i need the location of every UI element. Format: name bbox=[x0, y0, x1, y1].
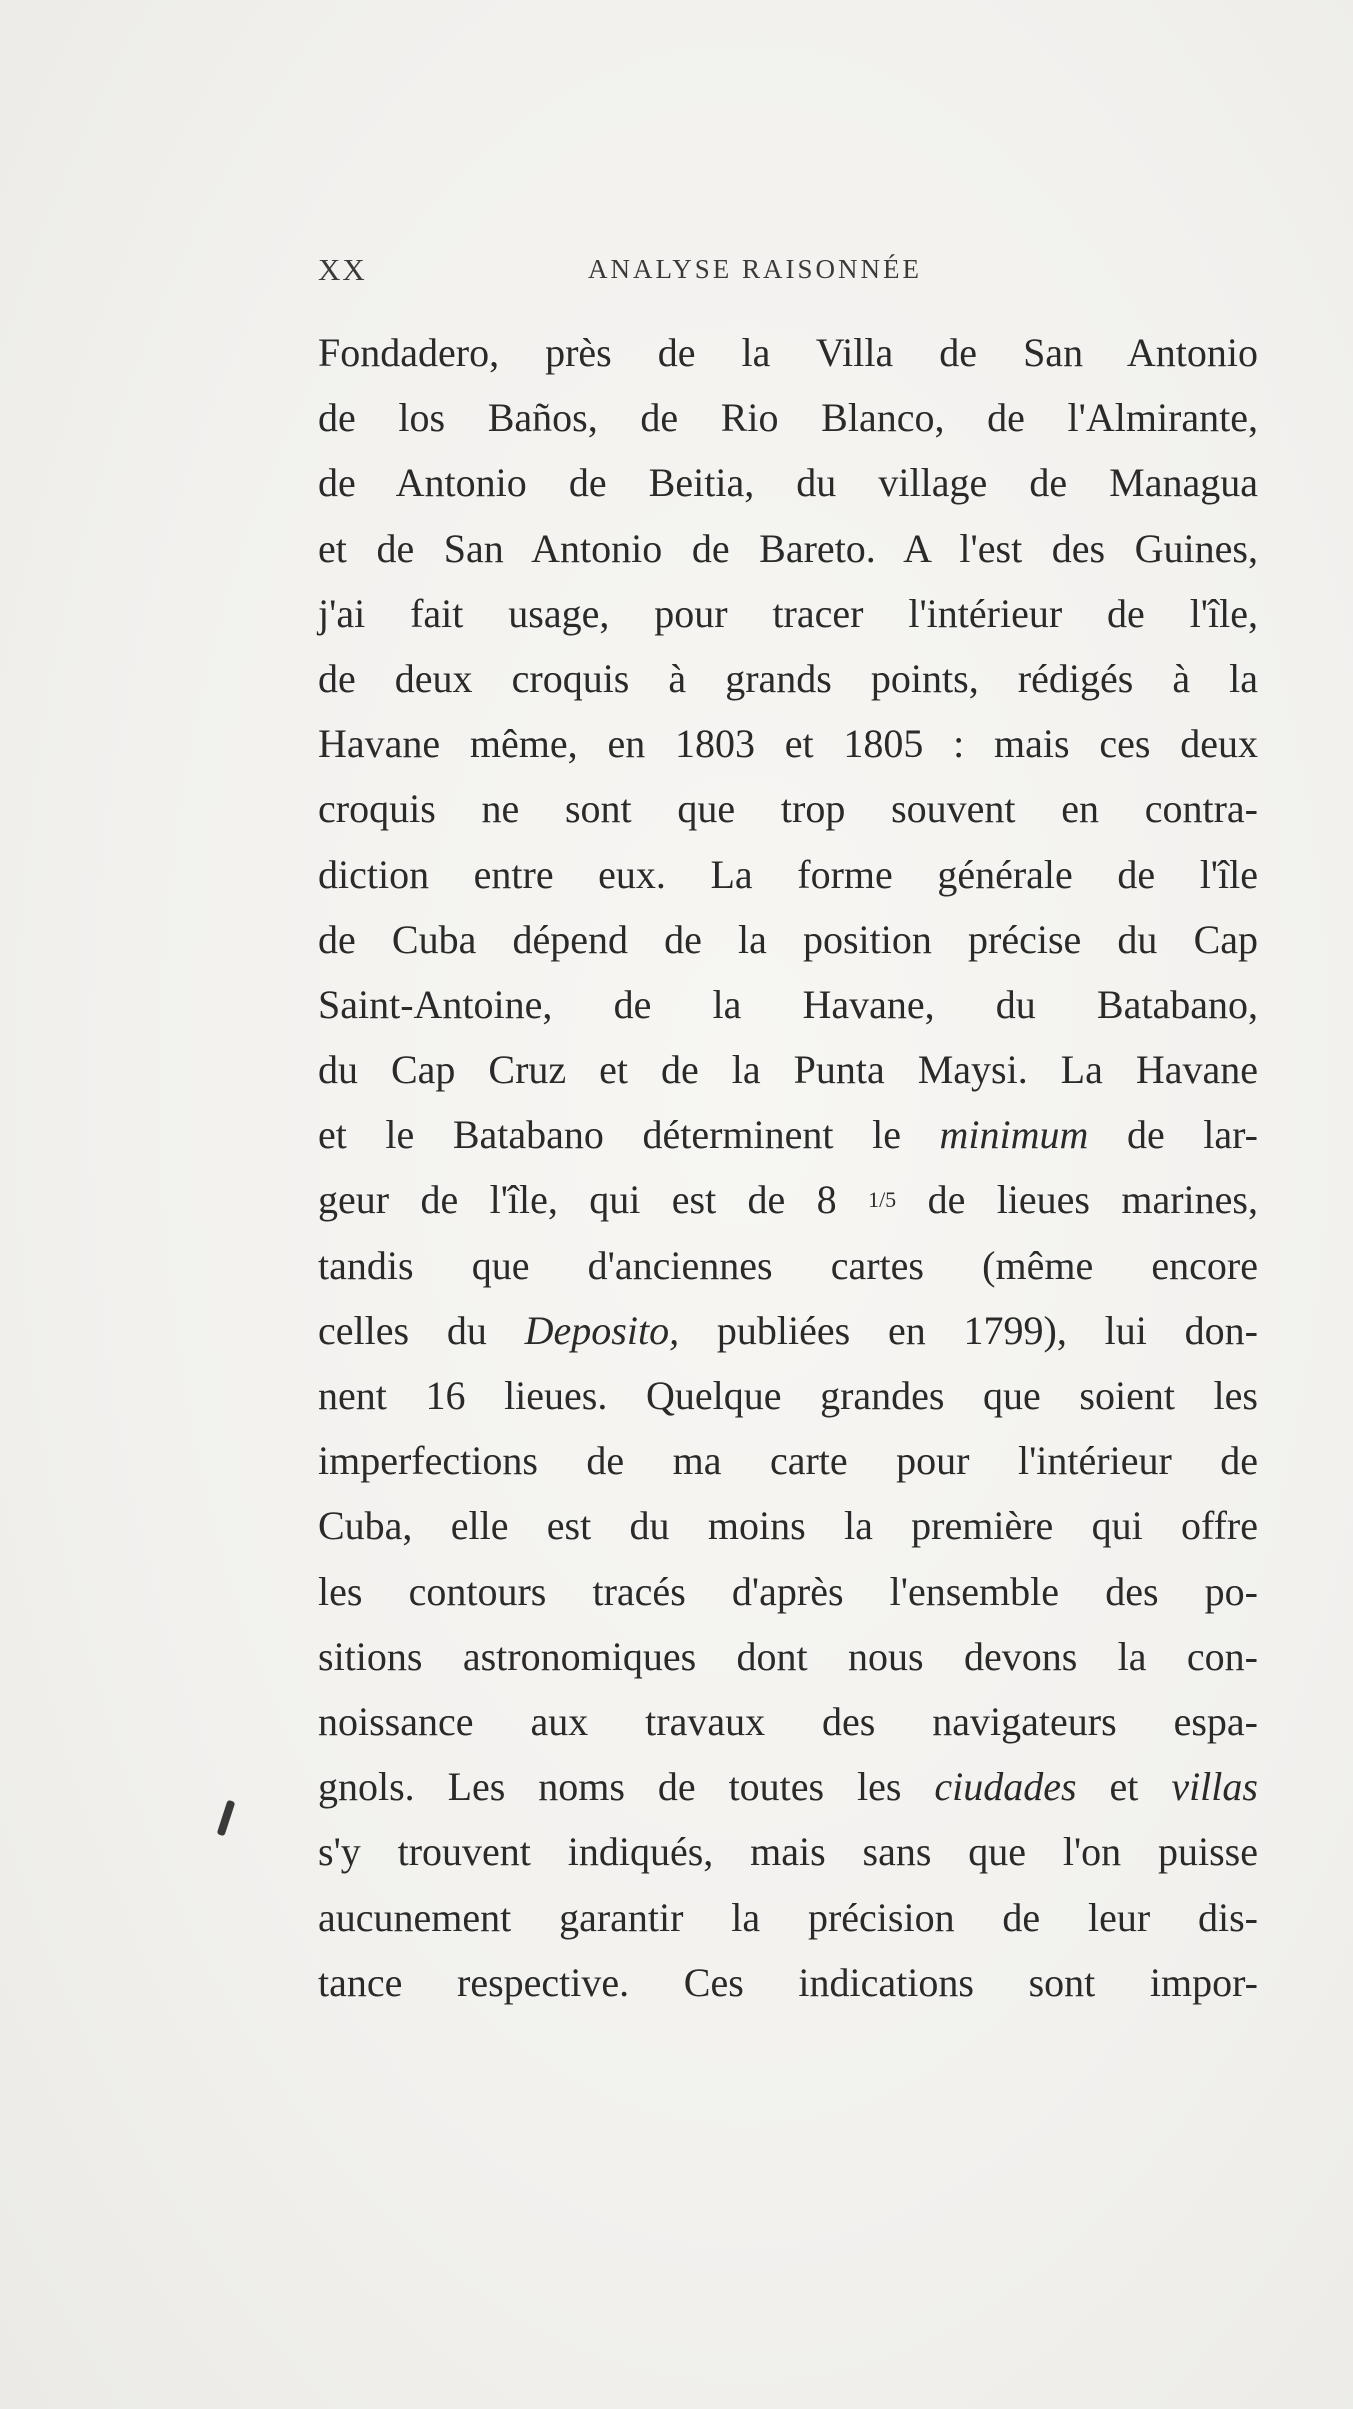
italic-text: Deposito, bbox=[524, 1307, 680, 1353]
text-segment: j'ai fait usage, pour tracer l'intérieur de l'île, bbox=[318, 590, 1258, 636]
text-line bbox=[318, 1689, 1258, 1754]
italic-text: ciudades bbox=[934, 1764, 1077, 1810]
text-line bbox=[318, 1102, 1258, 1167]
text-segment: de Cuba dépend de la position précise du Cap bbox=[318, 916, 1258, 962]
text-segment: de lar- bbox=[1088, 1112, 1258, 1158]
text-line bbox=[318, 1167, 1258, 1232]
text-segment: noissance aux travaux des navigateurs espa- bbox=[318, 1698, 1258, 1744]
running-title: ANALYSE RAISONNÉE bbox=[588, 254, 923, 284]
text-segment: s'y trouvent indiqués, mais sans que l'on puisse bbox=[318, 1829, 1258, 1875]
text-line bbox=[318, 1363, 1258, 1428]
text-line bbox=[318, 776, 1258, 841]
text-line bbox=[318, 907, 1258, 972]
fraction: 1/5 bbox=[868, 1187, 897, 1213]
text-line bbox=[318, 1819, 1258, 1884]
text-line bbox=[318, 1428, 1258, 1493]
text-line bbox=[318, 646, 1258, 711]
page-number: XX bbox=[318, 252, 367, 287]
text-line bbox=[318, 1624, 1258, 1689]
text-line bbox=[318, 1950, 1258, 2015]
text-line bbox=[318, 1885, 1258, 1950]
text-segment: de deux croquis à grands points, rédigés à la bbox=[318, 655, 1258, 701]
margin-pencil-mark bbox=[217, 1800, 236, 1837]
text-segment: tandis que d'anciennes cartes (même encore bbox=[318, 1242, 1258, 1288]
text-line bbox=[318, 1233, 1258, 1298]
text-segment: celles du bbox=[318, 1307, 525, 1353]
text-segment: nent 16 lieues. Quelque grandes que soient les bbox=[318, 1373, 1258, 1418]
text-line bbox=[318, 972, 1258, 1037]
text-segment: Cuba, elle est du moins la première qui offre bbox=[318, 1503, 1258, 1549]
text-segment: les contours tracés d'après l'ensemble des po- bbox=[318, 1568, 1258, 1614]
text-segment: Fondadero, près de la Villa de San Antonio bbox=[318, 330, 1258, 375]
text-line bbox=[318, 842, 1258, 907]
text-segment: Saint-Antoine, de la Havane, du Batabano, bbox=[318, 981, 1258, 1027]
text-line bbox=[318, 1559, 1258, 1624]
text-line bbox=[318, 1493, 1258, 1558]
text-segment: et le Batabano déterminent le bbox=[318, 1112, 940, 1158]
text-line bbox=[318, 516, 1258, 581]
text-line bbox=[318, 711, 1258, 776]
text-line bbox=[318, 450, 1258, 515]
text-segment: aucunement garantir la précision de leur dis- bbox=[318, 1894, 1258, 1940]
text-line bbox=[318, 581, 1258, 646]
text-segment: tance respective. Ces indications sont impor- bbox=[318, 1959, 1258, 2005]
text-segment: geur de l'île, qui est de 8 bbox=[318, 1177, 869, 1223]
text-segment: croquis ne sont que trop souvent en contra- bbox=[318, 786, 1258, 832]
running-head bbox=[318, 252, 1258, 292]
italic-text: villas bbox=[1171, 1764, 1258, 1810]
text-segment: gnols. Les noms de toutes les bbox=[318, 1764, 935, 1810]
text-segment: et bbox=[1076, 1764, 1172, 1810]
text-segment: sitions astronomiques dont nous devons la con- bbox=[318, 1633, 1258, 1679]
text-segment: diction entre eux. La forme générale de l'île bbox=[318, 851, 1258, 897]
text-segment: imperfections de ma carte pour l'intérieur de bbox=[318, 1438, 1258, 1484]
text-segment: de lieues marines, bbox=[896, 1177, 1258, 1223]
text-line bbox=[318, 1037, 1258, 1102]
text-line bbox=[318, 385, 1258, 450]
text-segment: et de San Antonio de Bareto. A l'est des Guines, bbox=[318, 525, 1258, 571]
text-segment: de Antonio de Beitia, du village de Managua bbox=[318, 460, 1258, 506]
text-segment: du Cap Cruz et de la Punta Maysi. La Havane bbox=[318, 1047, 1258, 1093]
text-segment: Havane même, en 1803 et 1805 : mais ces deux bbox=[318, 721, 1258, 767]
body-text bbox=[318, 320, 1258, 2015]
text-line bbox=[318, 1298, 1258, 1363]
text-segment: de los Baños, de Rio Blanco, de l'Almirante, bbox=[318, 395, 1258, 441]
italic-text: minimum bbox=[939, 1112, 1089, 1158]
text-line bbox=[318, 320, 1258, 385]
text-segment: publiées en 1799), lui don- bbox=[679, 1307, 1258, 1353]
text-line bbox=[318, 1754, 1258, 1819]
